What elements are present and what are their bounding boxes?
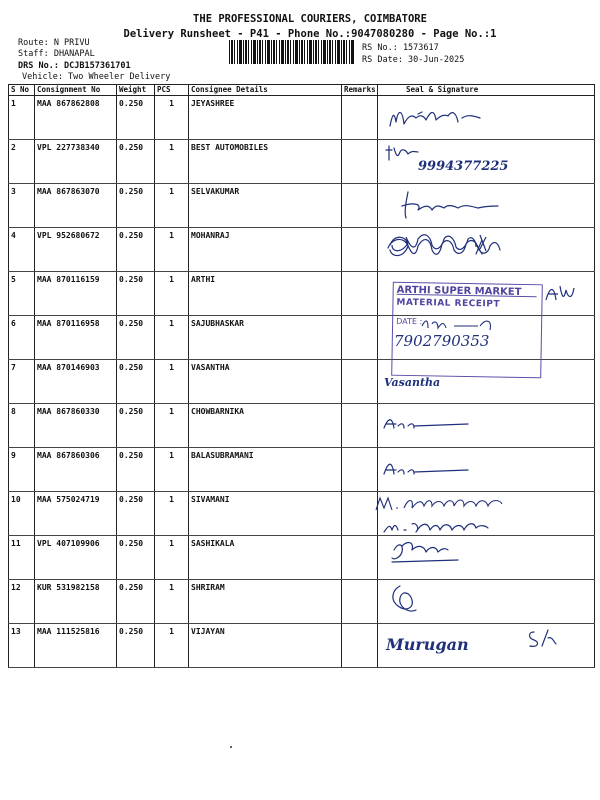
row-signature	[378, 140, 595, 184]
signature-row6	[392, 310, 572, 350]
row-pcs: 1	[155, 580, 189, 624]
row-pcs: 1	[155, 448, 189, 492]
row-sno: 2	[9, 140, 35, 184]
runsheet-title: Delivery Runsheet - P41 - Phone No.:9047080280 - Page No.:1	[123, 28, 497, 40]
row-consignment: MAA 575024719	[35, 492, 117, 536]
row-sno: 4	[9, 228, 35, 272]
row-signature	[378, 448, 595, 492]
row-consignee: SELVAKUMAR	[189, 184, 342, 228]
row-sno: 11	[9, 536, 35, 580]
row-remarks	[342, 184, 378, 228]
row-pcs: 1	[155, 184, 189, 228]
row-weight: 0.250	[117, 96, 155, 140]
row-pcs: 1	[155, 316, 189, 360]
row-weight: 0.250	[117, 228, 155, 272]
row-weight: 0.250	[117, 492, 155, 536]
table-row	[9, 184, 595, 228]
staff-label: Staff: DHANAPAL	[18, 49, 95, 59]
row-sno: 1	[9, 96, 35, 140]
col-remarks: Remarks	[342, 85, 378, 96]
row-consignment: MAA 867863070	[35, 184, 117, 228]
row-consignment: VPL 952680672	[35, 228, 117, 272]
barcode	[229, 40, 355, 64]
rs-date: RS Date: 30-Jun-2025	[362, 55, 465, 65]
row-consignee: VIJAYAN	[189, 624, 342, 668]
row-weight: 0.250	[117, 624, 155, 668]
row-consignee: VASANTHA	[189, 360, 342, 404]
row-consignment: MAA 111525816	[35, 624, 117, 668]
row-pcs: 1	[155, 404, 189, 448]
signature-mark	[378, 580, 598, 622]
row-consignment: MAA 870116159	[35, 272, 117, 316]
signature-mark	[378, 448, 598, 490]
row-consignee: MOHANRAJ	[189, 228, 342, 272]
table-row	[9, 536, 595, 580]
row-pcs: 1	[155, 536, 189, 580]
row-signature	[378, 580, 595, 624]
row-consignee: BEST AUTOMOBILES	[189, 140, 342, 184]
signature-phone: 9994377225	[418, 159, 509, 174]
row-remarks	[342, 140, 378, 184]
row-signature	[378, 184, 595, 228]
table-row	[9, 448, 595, 492]
signature-row10	[372, 488, 512, 518]
row-consignment: VPL 227738340	[35, 140, 117, 184]
row-sno: 7	[9, 360, 35, 404]
row-weight: 0.250	[117, 404, 155, 448]
row-weight: 0.250	[117, 272, 155, 316]
stamp-line1: ARTHI SUPER MARKET	[396, 284, 522, 298]
row-pcs: 1	[155, 96, 189, 140]
signature-row5	[542, 280, 582, 306]
row-pcs: 1	[155, 140, 189, 184]
row-sno: 13	[9, 624, 35, 668]
row-consignee: JEYASHREE	[189, 96, 342, 140]
row-pcs: 1	[155, 492, 189, 536]
row-remarks	[342, 272, 378, 316]
row-signature	[378, 404, 595, 448]
row-weight: 0.250	[117, 140, 155, 184]
drs-number: DRS No.: DCJB157361701	[18, 61, 131, 71]
row-consignment: VPL 407109906	[35, 536, 117, 580]
row-consignment: MAA 867860330	[35, 404, 117, 448]
row-consignee: SAJUBHASKAR	[189, 316, 342, 360]
row-signature	[378, 624, 595, 668]
row-consignee: SASHIKALA	[189, 536, 342, 580]
row-remarks	[342, 228, 378, 272]
row-sno: 10	[9, 492, 35, 536]
signature-row4	[380, 225, 510, 265]
row-remarks	[342, 404, 378, 448]
row-signature	[378, 96, 595, 140]
signature-name: Murugan	[386, 635, 469, 654]
table-row	[9, 96, 595, 140]
row-consignment: MAA 867860306	[35, 448, 117, 492]
row-sno: 9	[9, 448, 35, 492]
row-remarks	[342, 96, 378, 140]
row-pcs: 1	[155, 624, 189, 668]
page-speck	[230, 746, 232, 748]
table-row	[9, 404, 595, 448]
row-remarks	[342, 448, 378, 492]
row-sno: 6	[9, 316, 35, 360]
signature-mark	[378, 536, 598, 578]
row-remarks	[342, 360, 378, 404]
signature-name: Vasantha	[384, 376, 441, 389]
row-weight: 0.250	[117, 580, 155, 624]
row-pcs: 1	[155, 360, 189, 404]
row-sno: 8	[9, 404, 35, 448]
row-pcs: 1	[155, 228, 189, 272]
table-row	[9, 580, 595, 624]
col-sno: S No	[9, 85, 35, 96]
row-weight: 0.250	[117, 316, 155, 360]
row-consignee: BALASUBRAMANI	[189, 448, 342, 492]
vehicle-label: Vehicle: Two Wheeler Delivery	[22, 72, 171, 82]
stamp-date-label: DATE :	[396, 316, 423, 327]
row-weight: 0.250	[117, 448, 155, 492]
col-weight: Weight	[117, 85, 155, 96]
row-signature	[378, 536, 595, 580]
col-seal: Seal & Signature	[378, 85, 595, 96]
row-sno: 5	[9, 272, 35, 316]
table-header-row	[9, 85, 595, 96]
row-weight: 0.250	[117, 360, 155, 404]
route-label: Route: N PRIVU	[18, 38, 90, 48]
signature-mark	[378, 624, 598, 666]
signature-mark	[378, 184, 598, 226]
row-consignee: SIVAMANI	[189, 492, 342, 536]
company-title: THE PROFESSIONAL COURIERS, COIMBATORE	[193, 13, 427, 25]
row-consignee: SHRIRAM	[189, 580, 342, 624]
signature-mark	[378, 404, 598, 446]
col-consignee: Consignee Details	[189, 85, 342, 96]
col-pcs: PCS	[155, 85, 189, 96]
table-row	[9, 140, 595, 184]
signature-mark	[378, 96, 598, 138]
row-consignee: CHOWBARNIKA	[189, 404, 342, 448]
row-remarks	[342, 624, 378, 668]
table-row	[9, 624, 595, 668]
row-remarks	[342, 536, 378, 580]
row-weight: 0.250	[117, 184, 155, 228]
signature-mark	[378, 140, 598, 182]
signature-phone-row6: 7902790353	[394, 332, 490, 350]
row-sno: 12	[9, 580, 35, 624]
row-pcs: 1	[155, 272, 189, 316]
row-weight: 0.250	[117, 536, 155, 580]
row-consignee: ARTHI	[189, 272, 342, 316]
row-consignment: KUR 531982158	[35, 580, 117, 624]
col-consignment: Consignment No	[35, 85, 117, 96]
row-consignment: MAA 867862808	[35, 96, 117, 140]
rs-number: RS No.: 1573617	[362, 43, 439, 53]
row-consignment: MAA 870146903	[35, 360, 117, 404]
row-sno: 3	[9, 184, 35, 228]
row-remarks	[342, 316, 378, 360]
stamp-line2: MATERIAL RECEIPT	[396, 297, 501, 310]
row-consignment: MAA 870116958	[35, 316, 117, 360]
row-remarks	[342, 580, 378, 624]
